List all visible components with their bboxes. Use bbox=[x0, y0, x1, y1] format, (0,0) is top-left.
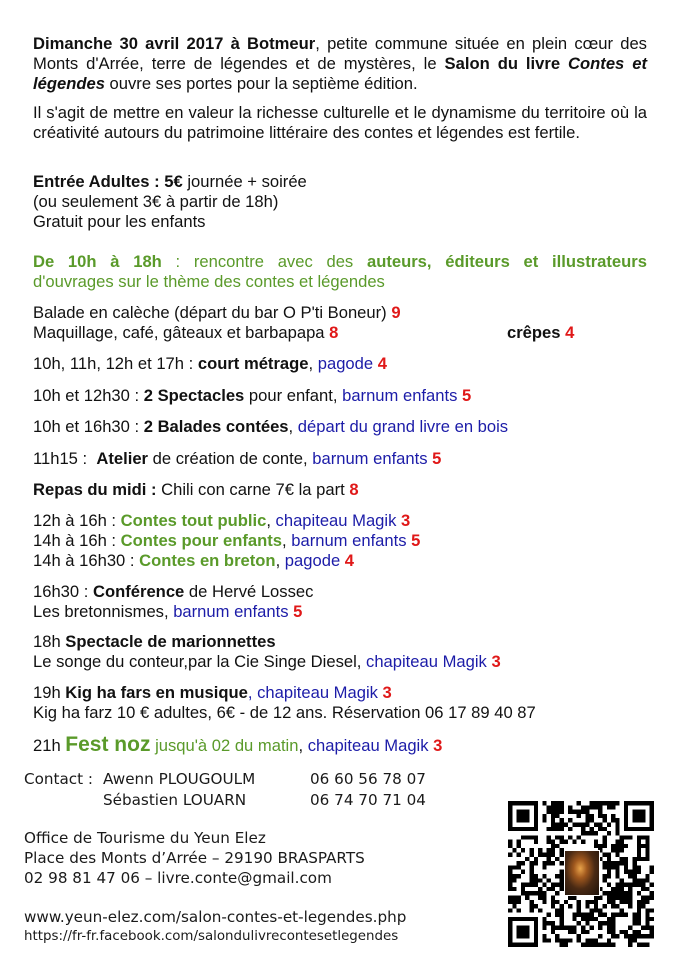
contact-label: Contact : bbox=[24, 770, 94, 788]
schedule-item: 12h à 16h : Contes tout public, chapiteau Magik 3 bbox=[33, 511, 411, 530]
authors-line-2: d'ouvrages sur le thème des contes et légendes bbox=[33, 272, 385, 291]
activity-crepes: crêpes 4 bbox=[507, 323, 575, 342]
map-number: 4 bbox=[565, 323, 575, 342]
intro-paragraph: Dimanche 30 avril 2017 à Botmeur, petite commune située en plein cœur des Monts d'Arrée, terre de légendes et de mystères, le Salon du livre Contes et légendes ouvre ses portes pour la septième édition. bbox=[33, 34, 648, 93]
schedule-item: 10h, 11h, 12h et 17h : court métrage, pagode 4 bbox=[33, 354, 387, 373]
facebook-link[interactable]: https://fr-fr.facebook.com/salondulivrecontesetlegendes bbox=[24, 929, 399, 944]
contact-phone[interactable]: 06 74 70 71 04 bbox=[310, 791, 426, 809]
schedule-item: 10h et 16h30 : 2 Balades contées, départ du grand livre en bois bbox=[33, 417, 509, 436]
schedule-item: 16h30 : Conférence de Hervé Lossec bbox=[33, 582, 314, 601]
schedule-item: 18h Spectacle de marionnettes bbox=[33, 632, 276, 651]
schedule-item-detail: Kig ha farz 10 € adultes, 6€ - de 12 ans. Réservation 06 17 89 40 87 bbox=[33, 703, 536, 722]
activity-caleche: Balade en calèche (départ du bar O P'ti Boneur) 9 bbox=[33, 303, 401, 322]
contact-name: Sébastien LOUARN bbox=[103, 791, 247, 809]
schedule-item-detail: Le songe du conteur,par la Cie Singe Diesel, chapiteau Magik 3 bbox=[33, 652, 501, 671]
pricing-children: Gratuit pour les enfants bbox=[33, 212, 206, 231]
authors-line: De 10h à 18h : rencontre avec des auteurs, éditeurs et illustrateurs bbox=[33, 252, 647, 271]
pricing-adults: Entrée Adultes : 5€ journée + soirée bbox=[33, 172, 307, 191]
activity-maquillage: Maquillage, café, gâteaux et barbapapa 8 bbox=[33, 323, 339, 342]
schedule-item: Repas du midi : Chili con carne 7€ la part 8 bbox=[33, 480, 359, 499]
schedule-item: 14h à 16h30 : Contes en breton, pagode 4 bbox=[33, 551, 355, 570]
schedule-item: 10h et 12h30 : 2 Spectacles pour enfant, barnum enfants 5 bbox=[33, 386, 472, 405]
salon-title: Contes et légendes bbox=[33, 54, 648, 93]
schedule-item-detail: Les bretonnismes, barnum enfants 5 bbox=[33, 602, 303, 621]
pricing-evening: (ou seulement 3€ à partir de 18h) bbox=[33, 192, 279, 211]
map-number: 8 bbox=[329, 323, 339, 342]
contact-phone[interactable]: 06 60 56 78 07 bbox=[310, 770, 426, 788]
schedule-item-festnoz: 21h Fest noz jusqu'à 02 du matin, chapiteau Magik 3 bbox=[33, 733, 443, 756]
schedule-item: 11h15 : Atelier de création de conte, barnum enfants 5 bbox=[33, 449, 442, 468]
office-name: Office de Tourisme du Yeun Elez bbox=[24, 829, 266, 847]
map-number: 9 bbox=[391, 303, 401, 322]
event-date-place: Dimanche 30 avril 2017 à Botmeur bbox=[33, 34, 316, 53]
office-phone-email[interactable]: 02 98 81 47 06 – livre.conte@gmail.com bbox=[24, 869, 332, 887]
qr-center-image bbox=[564, 850, 600, 896]
contact-name: Awenn PLOUGOULM bbox=[103, 770, 256, 788]
intro-description: Il s'agit de mettre en valeur la richesse culturelle et le dynamisme du territoire où la créativité autours du patrimoine littéraire des contes et légendes est fertile. bbox=[33, 103, 647, 142]
schedule-item: 14h à 16h : Contes pour enfants, barnum enfants 5 bbox=[33, 531, 421, 550]
website-link[interactable]: www.yeun-elez.com/salon-contes-et-legendes.php bbox=[24, 908, 407, 926]
schedule-item: 19h Kig ha fars en musique, chapiteau Magik 3 bbox=[33, 683, 392, 702]
office-address: Place des Monts d’Arrée – 29190 BRASPARTS bbox=[24, 849, 365, 867]
